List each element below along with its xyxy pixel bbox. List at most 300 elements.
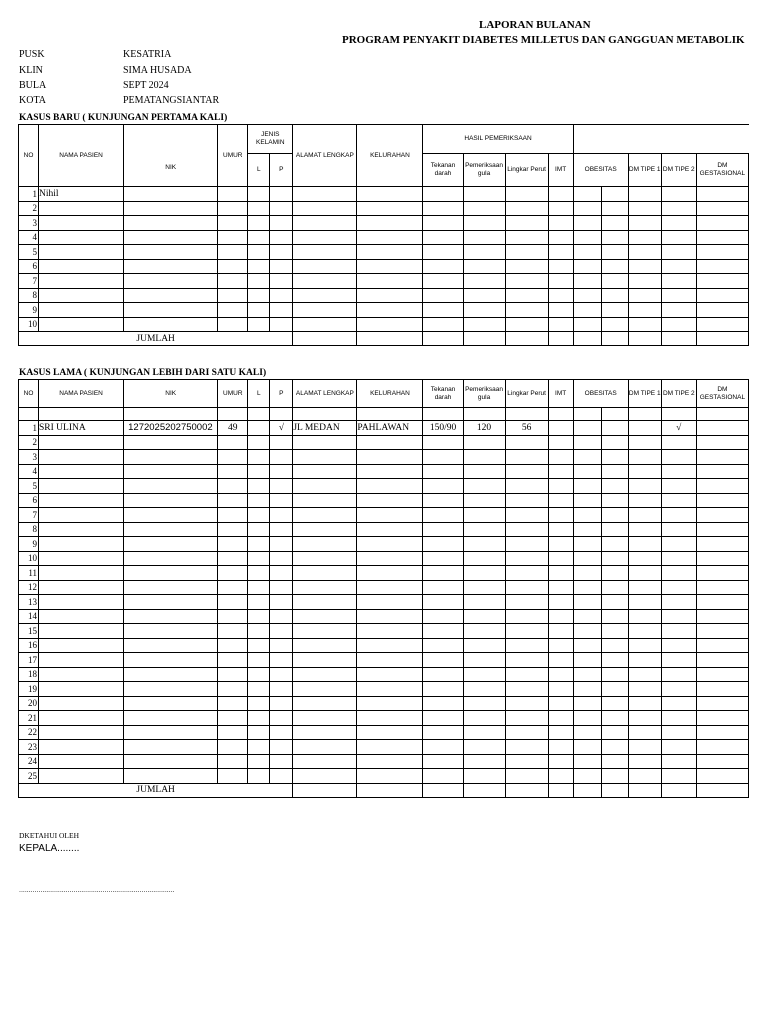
row-cell	[661, 230, 696, 245]
row-alamat	[293, 450, 357, 465]
row-dm2	[661, 769, 696, 784]
row-l	[248, 682, 270, 697]
row-nama	[39, 493, 124, 508]
row-nik	[124, 696, 218, 711]
row-umur	[218, 754, 248, 769]
table-row	[19, 288, 749, 303]
row-lingkar	[505, 653, 548, 668]
row-dmg	[696, 624, 748, 639]
row-kelurahan	[357, 711, 423, 726]
row-cell	[628, 216, 661, 231]
row-dm2: √	[661, 421, 696, 436]
row-gula	[463, 711, 505, 726]
row-dm1	[628, 667, 661, 682]
row-cell	[661, 288, 696, 303]
row-dm2	[661, 711, 696, 726]
row-cell	[601, 303, 628, 318]
header-obesitas: OBESITAS	[573, 380, 628, 408]
row-obesitas-a	[573, 624, 601, 639]
row-gula	[463, 566, 505, 581]
row-dmg	[696, 638, 748, 653]
table-row	[19, 551, 749, 566]
row-lingkar	[505, 696, 548, 711]
row-dmg	[696, 551, 748, 566]
row-gula	[463, 464, 505, 479]
row-cell	[601, 230, 628, 245]
table-row	[19, 595, 749, 610]
header-pemeriksaan-gula: Pemeriksaan gula	[463, 380, 505, 408]
table-row	[19, 638, 749, 653]
row-umur	[218, 725, 248, 740]
row-obesitas-b	[601, 580, 628, 595]
row-cell	[628, 245, 661, 260]
row-cell	[548, 230, 573, 245]
row-lingkar	[505, 508, 548, 523]
table-row	[19, 435, 749, 450]
row-p	[270, 450, 293, 465]
row-no: 22	[19, 725, 39, 740]
table-row	[19, 667, 749, 682]
row-no: 25	[19, 769, 39, 784]
row-nama	[39, 769, 124, 784]
row-tekanan	[423, 725, 463, 740]
row-cell	[423, 216, 463, 231]
kasus-lama-table	[18, 379, 749, 798]
row-cell	[601, 216, 628, 231]
row-obesitas-a	[573, 740, 601, 755]
row-obesitas-b	[601, 653, 628, 668]
row-no: 4	[19, 230, 39, 245]
row-obesitas-a	[573, 754, 601, 769]
total-cell	[357, 332, 423, 346]
row-cell	[463, 317, 505, 332]
row-no: 5	[19, 479, 39, 494]
row-dm2	[661, 667, 696, 682]
row-dm2	[661, 522, 696, 537]
row-gula	[463, 638, 505, 653]
row-obesitas-a	[573, 609, 601, 624]
total-cell	[423, 783, 463, 797]
row-lingkar	[505, 435, 548, 450]
row-cell	[661, 317, 696, 332]
row-cell	[423, 187, 463, 202]
row-cell	[505, 259, 548, 274]
row-obesitas-a	[573, 537, 601, 552]
row-kelurahan	[357, 479, 423, 494]
header-lingkar-perut: Lingkar Perut	[505, 154, 548, 187]
row-imt	[548, 653, 573, 668]
row-lingkar	[505, 479, 548, 494]
row-cell	[248, 216, 270, 231]
row-cell	[696, 216, 748, 231]
row-lingkar	[505, 493, 548, 508]
row-gula: 120	[463, 421, 505, 436]
row-l	[248, 522, 270, 537]
row-tekanan	[423, 551, 463, 566]
row-cell	[601, 288, 628, 303]
row-alamat	[293, 551, 357, 566]
total-cell	[505, 783, 548, 797]
row-gula	[463, 624, 505, 639]
row-dm1	[628, 522, 661, 537]
row-cell	[124, 259, 218, 274]
row-alamat	[293, 595, 357, 610]
row-kelurahan: PAHLAWAN	[357, 421, 423, 436]
row-obesitas-b	[601, 624, 628, 639]
row-kelurahan	[357, 653, 423, 668]
row-cell	[423, 245, 463, 260]
row-cell	[248, 259, 270, 274]
row-nama	[39, 580, 124, 595]
header-lingkar-perut: Lingkar Perut	[505, 380, 548, 408]
row-gula	[463, 667, 505, 682]
row-no: 3	[19, 450, 39, 465]
row-l	[248, 508, 270, 523]
row-nama	[39, 638, 124, 653]
table-row	[19, 522, 749, 537]
row-gula	[463, 725, 505, 740]
meta-value: SEPT 2024	[123, 80, 169, 91]
row-cell	[463, 274, 505, 289]
row-cell	[293, 201, 357, 216]
row-no: 21	[19, 711, 39, 726]
row-no: 3	[19, 216, 39, 231]
row-imt	[548, 479, 573, 494]
row-dmg	[696, 421, 748, 436]
header-blank	[573, 125, 748, 154]
row-cell	[270, 230, 293, 245]
row-gula	[463, 580, 505, 595]
row-dm1	[628, 638, 661, 653]
row-alamat	[293, 667, 357, 682]
row-kelurahan	[357, 551, 423, 566]
row-obesitas-b	[601, 493, 628, 508]
row-gula	[463, 682, 505, 697]
header-imt: IMT	[548, 380, 573, 408]
row-obesitas-b	[601, 769, 628, 784]
row-dm2	[661, 609, 696, 624]
header-p: P	[270, 380, 293, 408]
row-dmg	[696, 653, 748, 668]
row-lingkar	[505, 551, 548, 566]
row-kelurahan	[357, 450, 423, 465]
total-cell	[628, 783, 661, 797]
meta-value: SIMA HUSADA	[123, 65, 192, 76]
row-cell	[601, 317, 628, 332]
row-lingkar	[505, 609, 548, 624]
row-l	[248, 653, 270, 668]
row-nik	[124, 667, 218, 682]
row-lingkar	[505, 450, 548, 465]
meta-value: PEMATANGSIANTAR	[123, 95, 220, 106]
row-no: 19	[19, 682, 39, 697]
row-gula	[463, 609, 505, 624]
row-nama	[39, 609, 124, 624]
row-cell	[357, 245, 423, 260]
row-p	[270, 725, 293, 740]
row-p	[270, 653, 293, 668]
row-no: 18	[19, 667, 39, 682]
row-cell	[661, 274, 696, 289]
row-nama	[39, 624, 124, 639]
table-row	[19, 711, 749, 726]
row-l	[248, 769, 270, 784]
row-imt	[548, 464, 573, 479]
row-lingkar	[505, 638, 548, 653]
row-umur	[218, 769, 248, 784]
row-cell	[248, 245, 270, 260]
row-obesitas-b	[601, 667, 628, 682]
row-cell	[218, 259, 248, 274]
row-cell	[248, 317, 270, 332]
row-cell	[124, 230, 218, 245]
row-nama	[39, 245, 124, 260]
row-dmg	[696, 450, 748, 465]
row-tekanan	[423, 595, 463, 610]
row-cell	[357, 216, 423, 231]
row-gula	[463, 769, 505, 784]
row-lingkar: 56	[505, 421, 548, 436]
row-l	[248, 595, 270, 610]
row-nama: SRI ULINA	[39, 421, 124, 436]
table-row	[19, 245, 749, 260]
row-cell	[124, 303, 218, 318]
row-cell	[601, 259, 628, 274]
row-gula	[463, 508, 505, 523]
total-cell	[696, 332, 748, 346]
row-dmg	[696, 435, 748, 450]
row-alamat	[293, 609, 357, 624]
row-dm2	[661, 479, 696, 494]
row-no: 9	[19, 303, 39, 318]
row-nama	[39, 696, 124, 711]
total-cell	[423, 332, 463, 346]
row-cell	[661, 187, 696, 202]
row-cell	[293, 303, 357, 318]
row-obesitas-b	[601, 740, 628, 755]
kasus-baru-table	[18, 124, 749, 346]
row-nama	[39, 711, 124, 726]
row-lingkar	[505, 725, 548, 740]
row-p	[270, 580, 293, 595]
row-cell	[505, 216, 548, 231]
row-cell	[548, 216, 573, 231]
row-cell	[573, 259, 601, 274]
row-nik	[124, 769, 218, 784]
header-nama-pasien: NAMA PASIEN	[39, 380, 124, 408]
row-nik	[124, 725, 218, 740]
row-umur	[218, 696, 248, 711]
row-dm1	[628, 508, 661, 523]
row-l	[248, 580, 270, 595]
row-no: 6	[19, 493, 39, 508]
row-nama	[39, 595, 124, 610]
header-nik: NIK	[124, 380, 218, 408]
row-no: 6	[19, 259, 39, 274]
row-nama	[39, 754, 124, 769]
row-cell	[661, 201, 696, 216]
row-cell	[218, 245, 248, 260]
row-obesitas-b	[601, 464, 628, 479]
row-cell	[628, 259, 661, 274]
row-tekanan	[423, 450, 463, 465]
row-umur	[218, 537, 248, 552]
row-kelurahan	[357, 493, 423, 508]
row-imt	[548, 740, 573, 755]
row-dmg	[696, 566, 748, 581]
row-p	[270, 754, 293, 769]
header-pemeriksaan-gula: Pemeriksaan gula	[463, 154, 505, 187]
row-cell	[548, 259, 573, 274]
row-cell	[463, 230, 505, 245]
row-lingkar	[505, 464, 548, 479]
row-cell	[548, 274, 573, 289]
total-cell	[463, 783, 505, 797]
row-cell	[463, 259, 505, 274]
row-l	[248, 566, 270, 581]
row-gula	[463, 450, 505, 465]
row-cell	[357, 288, 423, 303]
row-lingkar	[505, 595, 548, 610]
row-imt	[548, 566, 573, 581]
row-cell	[423, 201, 463, 216]
row-cell	[270, 245, 293, 260]
row-nama	[39, 551, 124, 566]
total-cell	[661, 332, 696, 346]
row-nik	[124, 551, 218, 566]
row-cell	[423, 317, 463, 332]
row-tekanan	[423, 769, 463, 784]
row-nama: Nihil	[39, 187, 124, 202]
table-row	[19, 580, 749, 595]
row-cell	[218, 230, 248, 245]
row-nama	[39, 450, 124, 465]
row-dm1	[628, 551, 661, 566]
row-cell	[270, 303, 293, 318]
row-umur	[218, 508, 248, 523]
row-nik	[124, 435, 218, 450]
row-umur	[218, 551, 248, 566]
row-cell	[628, 274, 661, 289]
row-obesitas-a	[573, 421, 601, 436]
row-nama	[39, 522, 124, 537]
table-row	[19, 740, 749, 755]
row-cell	[505, 201, 548, 216]
row-dmg	[696, 479, 748, 494]
row-alamat	[293, 479, 357, 494]
row-dm1	[628, 493, 661, 508]
meta-label: BULA	[19, 80, 47, 91]
row-kelurahan	[357, 609, 423, 624]
row-alamat	[293, 740, 357, 755]
row-dmg	[696, 508, 748, 523]
total-cell	[293, 332, 357, 346]
report-subtitle: PROGRAM PENYAKIT DIABETES MILLETUS DAN GANGGUAN METABOLIK	[342, 34, 745, 46]
row-cell	[293, 187, 357, 202]
row-l	[248, 537, 270, 552]
row-l	[248, 609, 270, 624]
row-alamat	[293, 682, 357, 697]
row-tekanan	[423, 493, 463, 508]
row-imt	[548, 725, 573, 740]
row-nama	[39, 479, 124, 494]
row-obesitas-b	[601, 551, 628, 566]
row-no: 8	[19, 522, 39, 537]
row-alamat	[293, 653, 357, 668]
row-p	[270, 609, 293, 624]
header-no: NO	[19, 125, 39, 187]
row-gula	[463, 754, 505, 769]
row-l	[248, 464, 270, 479]
row-tekanan	[423, 609, 463, 624]
row-dm1	[628, 421, 661, 436]
row-p	[270, 624, 293, 639]
row-nik	[124, 537, 218, 552]
row-umur	[218, 450, 248, 465]
total-cell	[505, 332, 548, 346]
row-tekanan: 150/90	[423, 421, 463, 436]
row-cell	[270, 216, 293, 231]
row-l	[248, 493, 270, 508]
total-label: JUMLAH	[19, 783, 293, 797]
row-alamat	[293, 493, 357, 508]
row-cell	[463, 245, 505, 260]
row-lingkar	[505, 769, 548, 784]
table-row	[19, 725, 749, 740]
row-cell	[357, 201, 423, 216]
row-dmg	[696, 464, 748, 479]
row-kelurahan	[357, 464, 423, 479]
row-cell	[573, 288, 601, 303]
row-umur	[218, 653, 248, 668]
row-dmg	[696, 754, 748, 769]
row-nik	[124, 479, 218, 494]
row-cell	[661, 303, 696, 318]
row-dm2	[661, 725, 696, 740]
row-lingkar	[505, 667, 548, 682]
row-cell	[661, 259, 696, 274]
row-cell	[505, 187, 548, 202]
row-nama	[39, 288, 124, 303]
row-cell	[661, 216, 696, 231]
row-nik	[124, 493, 218, 508]
row-p	[270, 711, 293, 726]
row-cell	[293, 259, 357, 274]
header-nik: NIK	[124, 125, 218, 187]
row-kelurahan	[357, 740, 423, 755]
table-row	[19, 754, 749, 769]
row-obesitas-a	[573, 595, 601, 610]
row-imt	[548, 450, 573, 465]
row-p	[270, 479, 293, 494]
kasus-lama-title: KASUS LAMA ( KUNJUNGAN LEBIH DARI SATU KALI)	[19, 368, 267, 378]
row-tekanan	[423, 667, 463, 682]
row-cell	[293, 317, 357, 332]
row-dm1	[628, 754, 661, 769]
row-cell	[505, 303, 548, 318]
row-no: 16	[19, 638, 39, 653]
row-obesitas-b	[601, 711, 628, 726]
row-imt	[548, 508, 573, 523]
row-cell	[293, 274, 357, 289]
row-tekanan	[423, 566, 463, 581]
row-cell	[218, 274, 248, 289]
row-p	[270, 493, 293, 508]
row-imt	[548, 711, 573, 726]
header-nama-pasien: NAMA PASIEN	[39, 125, 124, 187]
row-l	[248, 638, 270, 653]
row-no: 23	[19, 740, 39, 755]
